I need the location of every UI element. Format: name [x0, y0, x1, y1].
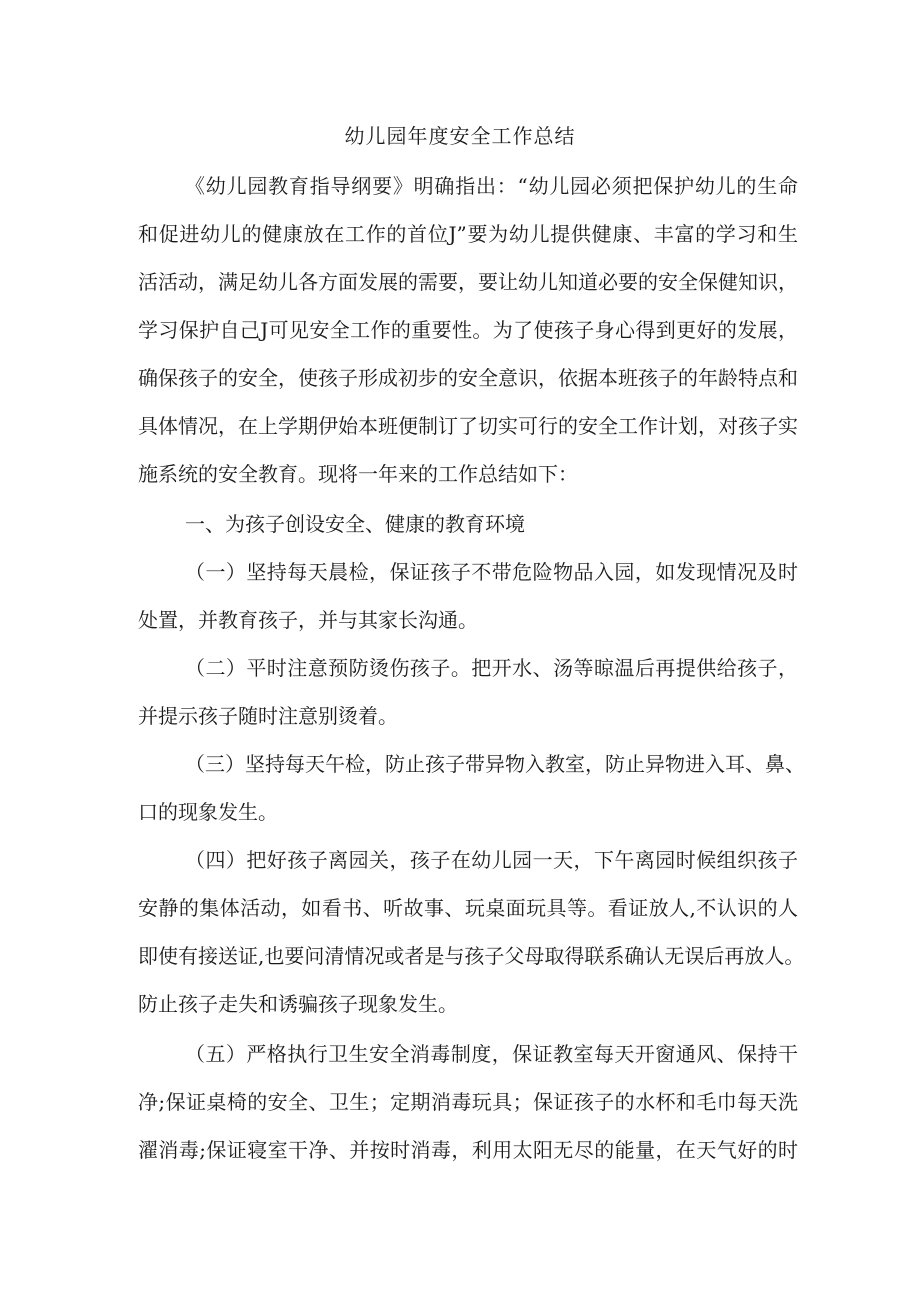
paragraph-line: （五）严格执行卫生安全消毒制度，保证教室每天开窗通风、保持干 — [185, 1042, 798, 1066]
paragraph-line: 口的现象发生。 — [138, 800, 278, 824]
paragraph-line: 具体情况，在上学期伊始本班便制订了切实可行的安全工作计划，对孩子实 — [138, 414, 798, 438]
paragraph-line: 施系统的安全教育。现将一年来的工作总结如下： — [138, 462, 578, 486]
paragraph-line: 确保孩子的安全，使孩子形成初步的安全意识，依据本班孩子的年龄特点和 — [138, 366, 798, 390]
paragraph-line: 学习保护自己J可见安全工作的重要性。为了使孩子身心得到更好的发展， — [138, 318, 798, 342]
paragraph-line: 处置，并教育孩子，并与其家长沟通。 — [138, 608, 478, 632]
paragraph-line: 和促进幼儿的健康放在工作的首位J”要为幼儿提供健康、丰富的学习和生 — [138, 222, 798, 246]
paragraph-line: （四）把好孩子离园关，孩子在幼儿园一天，下午离园时候组织孩子 — [185, 848, 798, 872]
paragraph-line: （二）平时注意预防烫伤孩子。把开水、汤等晾温后再提供给孩子， — [185, 656, 798, 680]
paragraph-line: 《幼儿园教育指导纲要》明确指出：“幼儿园必须把保护幼儿的生命 — [185, 174, 798, 198]
paragraph-line: 安静的集体活动，如看书、听故事、玩桌面玩具等。看证放人,不认识的人 — [138, 896, 798, 920]
section-heading: 一、为孩子创设安全、健康的教育环境 — [185, 512, 525, 536]
document-title: 幼儿园年度安全工作总结 — [344, 124, 576, 148]
paragraph-line: 净;保证桌椅的安全、卫生；定期消毒玩具；保证孩子的水杯和毛巾每天洗 — [138, 1090, 798, 1114]
paragraph-line: （三）坚持每天午检，防止孩子带异物入教室，防止异物进入耳、鼻、 — [185, 752, 805, 776]
paragraph-line: 濯消毒;保证寝室干净、并按时消毒，利用太阳无尽的能量，在天气好的时 — [138, 1138, 798, 1162]
paragraph-line: 活活动，满足幼儿各方面发展的需要，要让幼儿知道必要的安全保健知识， — [138, 270, 798, 294]
paragraph-line: 防止孩子走失和诱骗孩子现象发生。 — [138, 992, 458, 1016]
paragraph-line: 即使有接送证,也要问清情况或者是与孩子父母取得联系确认无误后再放人。 — [138, 944, 805, 968]
paragraph-line: （一）坚持每天晨检，保证孩子不带危险物品入园，如发现情况及时 — [185, 560, 798, 584]
paragraph-line: 并提示孩子随时注意别烫着。 — [138, 704, 398, 728]
